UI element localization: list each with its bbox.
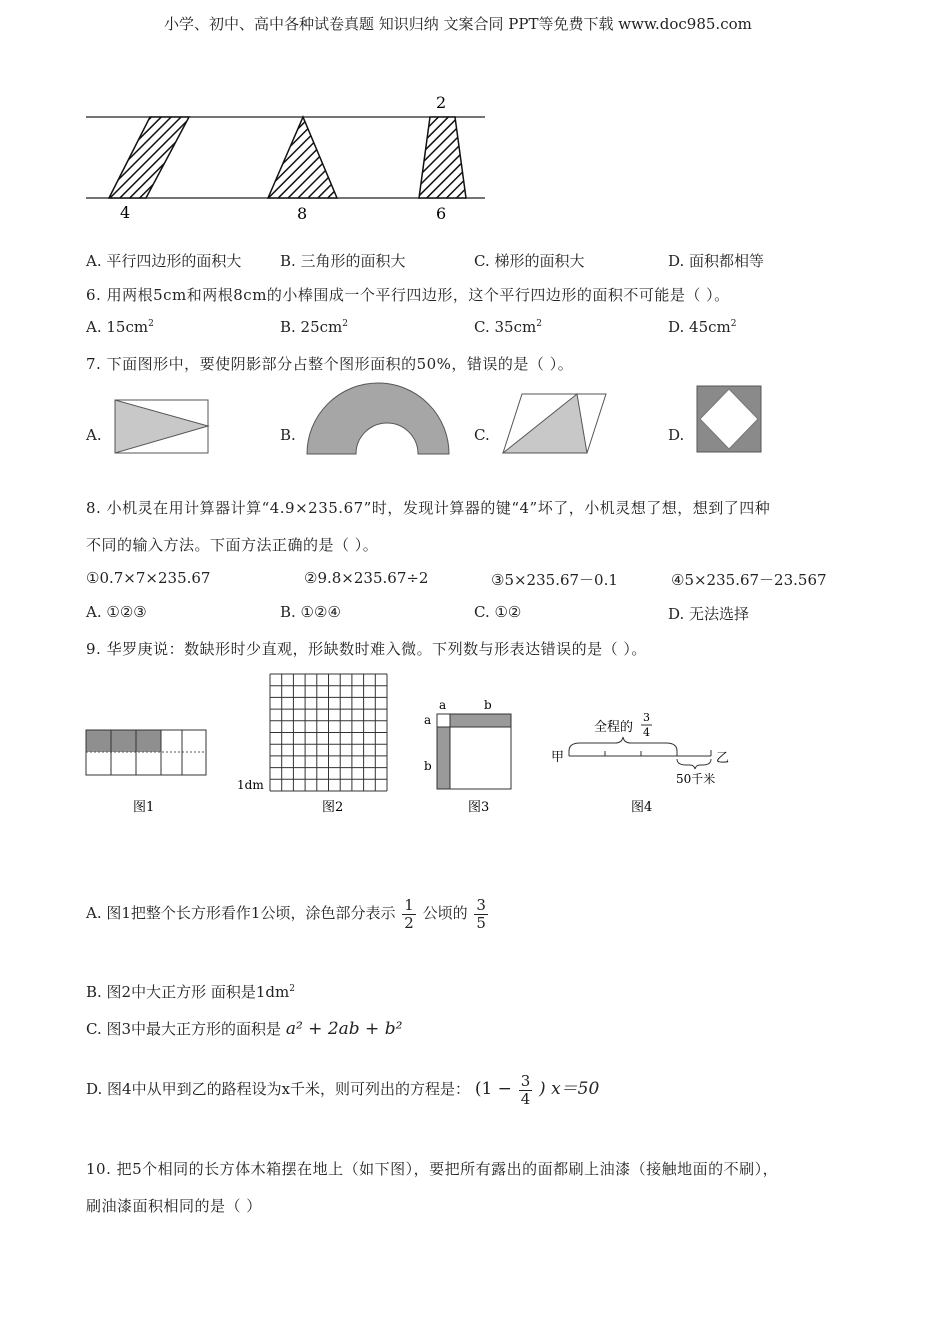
fig4-remain-label: 50千米	[676, 772, 716, 786]
q7b-half-ring	[307, 383, 449, 454]
fig4-line	[569, 737, 711, 769]
q9-question: 9. 华罗庚说：数缺形时少直观，形缺数时难入微。下列数与形表达错误的是（ ）。	[86, 640, 647, 658]
q7-option-c[interactable]: C.	[474, 426, 490, 444]
q6-question: 6. 用两根5cm和两根8cm的小棒围成一个平行四边形，这个平行四边形的面积不可能是（ ）。	[86, 286, 730, 304]
fig3-square	[437, 714, 511, 789]
fig4-end-label: 乙	[716, 751, 730, 766]
fig4-caption: 图4	[631, 800, 653, 815]
fig1-caption: 图1	[133, 800, 155, 815]
q8-option-c[interactable]: C. ①②	[474, 603, 522, 621]
q9-figures	[0, 665, 950, 825]
q8-method-1: ①0.7×7×235.67	[86, 569, 211, 587]
parallelogram-base-label: 4	[120, 203, 131, 222]
fig4-frac-den: 4	[643, 726, 650, 739]
q7-question: 7. 下面图形中，要使阴影部分占整个图形面积的50%，错误的是（ ）。	[86, 355, 574, 373]
fig4-start-label: 甲	[551, 750, 565, 765]
q10-question-line2: 刷油漆面积相同的是（ ）	[86, 1197, 262, 1215]
q5-figure	[0, 0, 950, 230]
q8-question-line2: 不同的输入方法。下面方法正确的是（ ）。	[86, 536, 379, 554]
q9-option-b[interactable]: B. 图2中大正方形 面积是$1dm^2$	[86, 983, 295, 1001]
q9d-frac: $\frac{3}{4}$	[520, 1072, 531, 1108]
q8-option-d[interactable]: D. 无法选择	[668, 605, 750, 623]
q9a-frac-1: $\frac{1}{2}$	[404, 896, 414, 932]
q10-question-line1: 10. 把5个相同的长方体木箱摆在地上（如下图），要把所有露出的面都刷上油漆（接触地面的不刷），	[86, 1160, 779, 1178]
triangle-base-label: 8	[297, 204, 308, 223]
q8-method-4: ④5×235.67－23.567	[671, 571, 827, 589]
fig3-label-b-left: b	[424, 759, 432, 773]
parallelogram-shape	[109, 117, 189, 198]
q8-method-2: ②9.8×235.67÷2	[304, 569, 429, 587]
q8-option-b[interactable]: B. ①②④	[280, 603, 341, 621]
trapezoid-base-label: 6	[436, 204, 447, 223]
q7-figures	[0, 380, 950, 460]
fig2-grid	[270, 674, 387, 791]
q5-option-c[interactable]: C. 梯形的面积大	[474, 252, 585, 270]
fig3-label-a-top: a	[439, 698, 447, 712]
fig3-label-b-top: b	[484, 698, 492, 712]
trapezoid-shape	[419, 117, 466, 198]
q8-option-a[interactable]: A. ①②③	[86, 603, 147, 621]
q9-option-d[interactable]: D. 图4中从甲到乙的路程设为x千米，则可列出的方程是： (1 − $\frac{3}{4}$ ) x＝50	[86, 1072, 600, 1108]
q7-option-d[interactable]: D.	[668, 426, 685, 444]
q9-option-a[interactable]: A. 图1把整个长方形看作1公顷，涂色部分表示 $\frac{1}{2}$ 公顷的 $\frac{3}{5}$	[86, 896, 486, 932]
q5-option-a[interactable]: A. 平行四边形的面积大	[86, 252, 242, 270]
q5-option-b[interactable]: B. 三角形的面积大	[280, 252, 406, 270]
q6-option-d[interactable]: D. $45cm^2$	[668, 318, 737, 336]
q9a-frac-2: $\frac{3}{5}$	[476, 896, 486, 932]
q7-option-a[interactable]: A.	[86, 426, 102, 444]
q9-option-c[interactable]: C. 图3中最大正方形的面积是 a² + 2ab + b²	[86, 1019, 403, 1039]
q9c-formula: a² + 2ab + b²	[285, 1019, 403, 1039]
q8-question-line1: 8. 小机灵在用计算器计算“4.9×235.67”时，发现计算器的键“4”坏了，小机灵想了想，想到了四种	[86, 499, 771, 517]
fig2-caption: 图2	[322, 800, 344, 815]
fig2-unit-label: 1dm	[237, 778, 264, 792]
q6-option-a[interactable]: A. $15cm^2$	[86, 318, 154, 336]
q8-method-3: ③5×235.67－0.1	[491, 571, 618, 589]
fig4-frac-num: 3	[643, 711, 650, 724]
q6-option-c[interactable]: C. $35cm^2$	[474, 318, 542, 336]
triangle-shape	[268, 117, 337, 198]
page-header: 小学、初中、高中各种试卷真题 知识归纳 文案合同 PPT等免费下载 www.doc985.com	[164, 15, 752, 33]
fig4-whole-label: 全程的	[594, 720, 634, 735]
fig3-caption: 图3	[468, 800, 490, 815]
q7-option-b[interactable]: B.	[280, 426, 296, 444]
trapezoid-top-label: 2	[436, 93, 447, 112]
fig3-label-a-left: a	[424, 713, 432, 727]
q5-option-d[interactable]: D. 面积都相等	[668, 252, 765, 270]
fig1-rectangle	[86, 730, 206, 775]
q6-option-b[interactable]: B. $25cm^2$	[280, 318, 349, 336]
